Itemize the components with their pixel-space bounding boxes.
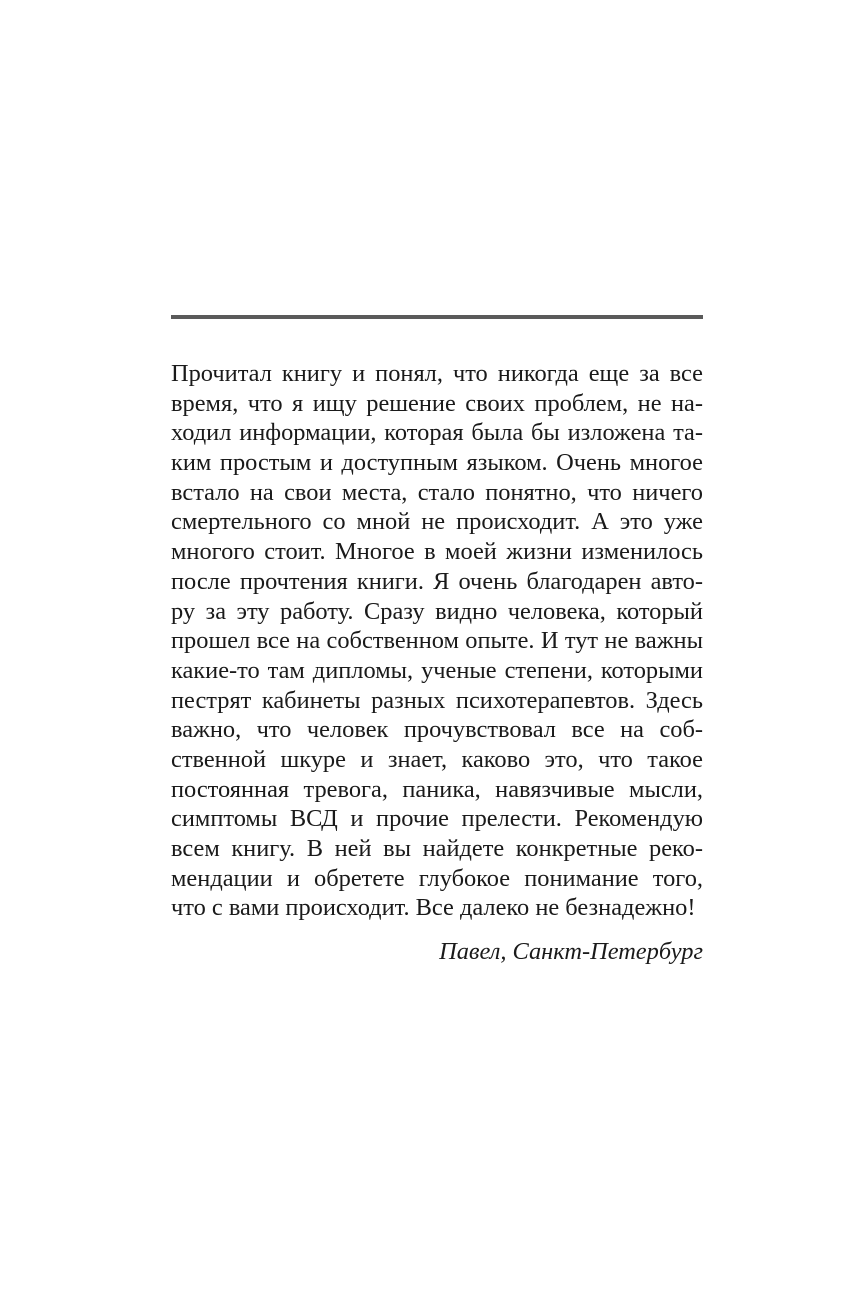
text-line: что с вами происходит. Все далеко не безнадежно! [171,894,696,922]
text-line: какие-то там дипломы, ученые степени, которыми [171,656,703,684]
text-line: важно, что человек прочувствовал все на соб- [171,716,703,744]
testimonial-signature: Павел, Санкт-Петербург [439,938,703,965]
testimonial-text [171,359,703,923]
text-line: после прочтения книги. Я очень благодарен авто- [171,567,703,595]
text-line: всем книгу. В ней вы найдете конкретные реко- [171,835,703,862]
text-line: ру за эту работу. Сразу видно человека, который [171,597,703,625]
text-line: прошел все на собственном опыте. И тут не важны [171,627,703,655]
text-line: Прочитал книгу и понял, что никогда еще за все [171,360,703,387]
horizontal-rule [171,315,703,319]
text-line: мендации и обретете глубокое понимание того, [171,864,703,892]
text-line: ственной шкуре и знает, каково это, что такое [171,745,703,773]
text-line: ким простым и доступным языком. Очень многое [171,449,703,477]
text-line: встало на свои места, стало понятно, что ничего [171,478,703,506]
text-line: время, что я ищу решение своих проблем, не на- [171,389,703,417]
text-line: пестрят кабинеты разных психотерапевтов. Здесь [171,686,703,714]
text-line: постоянная тревога, паника, навязчивые мысли, [171,775,703,803]
text-line: многого стоит. Многое в моей жизни изменилось [171,538,703,566]
text-line: ходил информации, которая была бы изложена та- [171,419,703,447]
text-line: смертельного со мной не происходит. А это уже [171,508,703,536]
text-line: симптомы ВСД и прочие прелести. Рекомендую [171,805,703,833]
